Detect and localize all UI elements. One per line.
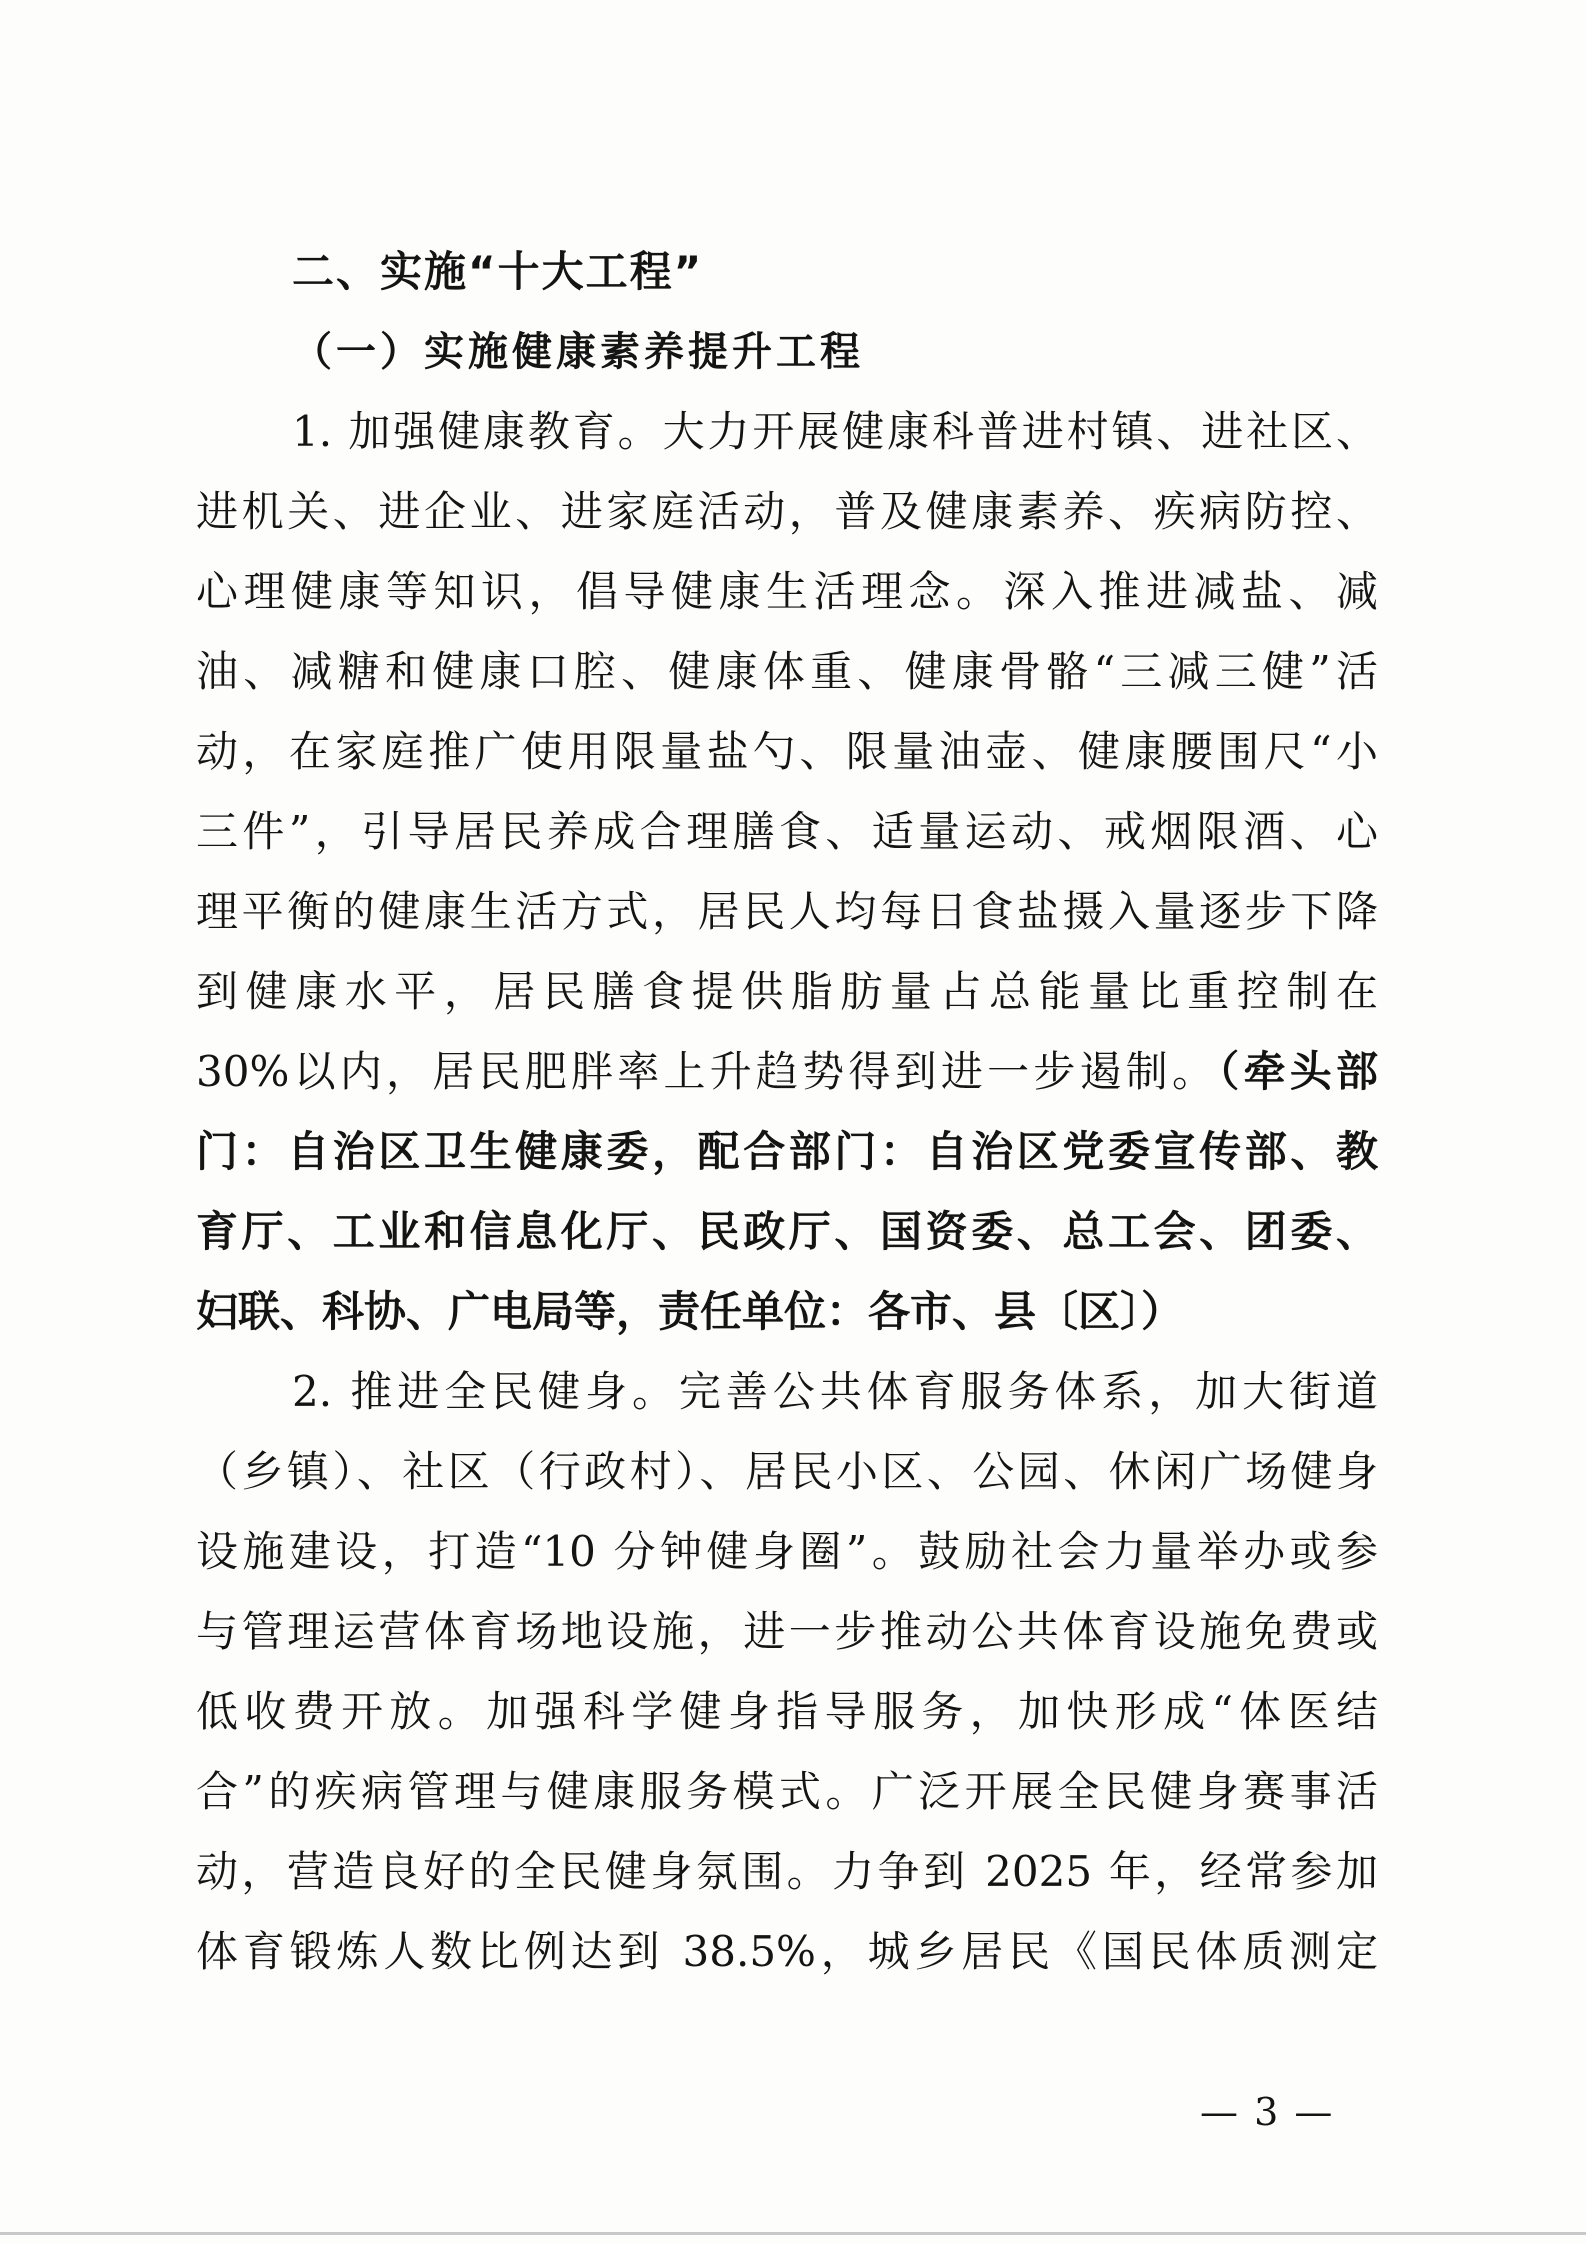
text-line-content: 设施建设，打造“10 分钟健身圈”。鼓励社会力量举办或参 bbox=[196, 1527, 1378, 1576]
text-line bbox=[196, 552, 1378, 632]
text-line-bold-tail: （牵头部 bbox=[1218, 1047, 1378, 1096]
text-line bbox=[196, 632, 1378, 712]
page-number: — 3 — bbox=[1200, 2090, 1335, 2134]
text-line bbox=[196, 1112, 1378, 1192]
text-line-content: 三件”，引导居民养成合理膳食、适量运动、戒烟限酒、心 bbox=[196, 807, 1378, 856]
text-line-content: 到健康水平，居民膳食提供脂肪量占总能量比重控制在 bbox=[196, 967, 1378, 1016]
text-line bbox=[196, 472, 1378, 552]
text-line bbox=[196, 1832, 1378, 1912]
text-line bbox=[196, 1032, 1378, 1112]
text-line bbox=[196, 1592, 1378, 1672]
text-line bbox=[196, 792, 1378, 872]
text-line-content: 心理健康等知识，倡导健康生活理念。深入推进减盐、减 bbox=[196, 567, 1378, 616]
scan-edge-line bbox=[0, 2232, 1586, 2235]
text-line-content: 理平衡的健康生活方式，居民人均每日食盐摄入量逐步下降 bbox=[196, 887, 1378, 936]
text-line bbox=[196, 1432, 1378, 1512]
text-line-content: 1. 加强健康教育。大力开展健康科普进村镇、进社区、 bbox=[292, 407, 1378, 456]
text-line-content: 与管理运营体育场地设施，进一步推动公共体育设施免费或 bbox=[196, 1607, 1378, 1656]
text-line-content: 进机关、进企业、进家庭活动，普及健康素养、疾病防控、 bbox=[196, 487, 1378, 536]
text-line bbox=[196, 1672, 1378, 1752]
text-line bbox=[196, 1352, 1378, 1432]
text-line-content: 育厅、工业和信息化厅、民政厅、国资委、总工会、团委、 bbox=[196, 1207, 1378, 1256]
text-line-content: 2. 推进全民健身。完善公共体育服务体系，加大街道 bbox=[292, 1367, 1378, 1416]
text-line-content: 动，营造良好的全民健身氛围。力争到 2025 年，经常参加 bbox=[196, 1847, 1378, 1896]
text-line-content: 体育锻炼人数比例达到 38.5%，城乡居民《国民体质测定 bbox=[196, 1927, 1378, 1976]
section-heading: 二、实施“十大工程” bbox=[292, 247, 704, 296]
text-line bbox=[196, 1512, 1378, 1592]
text-line-content: 动，在家庭推广使用限量盐勺、限量油壶、健康腰围尺“小 bbox=[196, 727, 1378, 776]
text-line bbox=[196, 392, 1378, 472]
text-line-content: 30%以内，居民肥胖率上升趋势得到进一步遏制。 bbox=[196, 1047, 1219, 1096]
text-line bbox=[196, 712, 1378, 792]
text-line-content: （乡镇）、社区（行政村）、居民小区、公园、休闲广场健身 bbox=[196, 1447, 1378, 1496]
text-line bbox=[196, 1912, 1378, 1992]
text-line bbox=[196, 952, 1378, 1032]
text-line-content: 合”的疾病管理与健康服务模式。广泛开展全民健身赛事活 bbox=[196, 1767, 1378, 1816]
text-line bbox=[196, 1272, 1378, 1352]
text-line bbox=[196, 1192, 1378, 1272]
text-line-content: 油、减糖和健康口腔、健康体重、健康骨骼“三减三健”活 bbox=[196, 647, 1378, 696]
text-line-content: 低收费开放。加强科学健身指导服务，加快形成“体医结 bbox=[196, 1687, 1378, 1736]
subsection-heading: （一）实施健康素养提升工程 bbox=[292, 329, 864, 375]
text-line-content: 妇联、科协、广电局等，责任单位：各市、县〔区〕） bbox=[196, 1287, 1184, 1336]
text-line bbox=[196, 872, 1378, 952]
text-line-content: 门：自治区卫生健康委，配合部门：自治区党委宣传部、教 bbox=[196, 1127, 1378, 1176]
text-line bbox=[196, 1752, 1378, 1832]
